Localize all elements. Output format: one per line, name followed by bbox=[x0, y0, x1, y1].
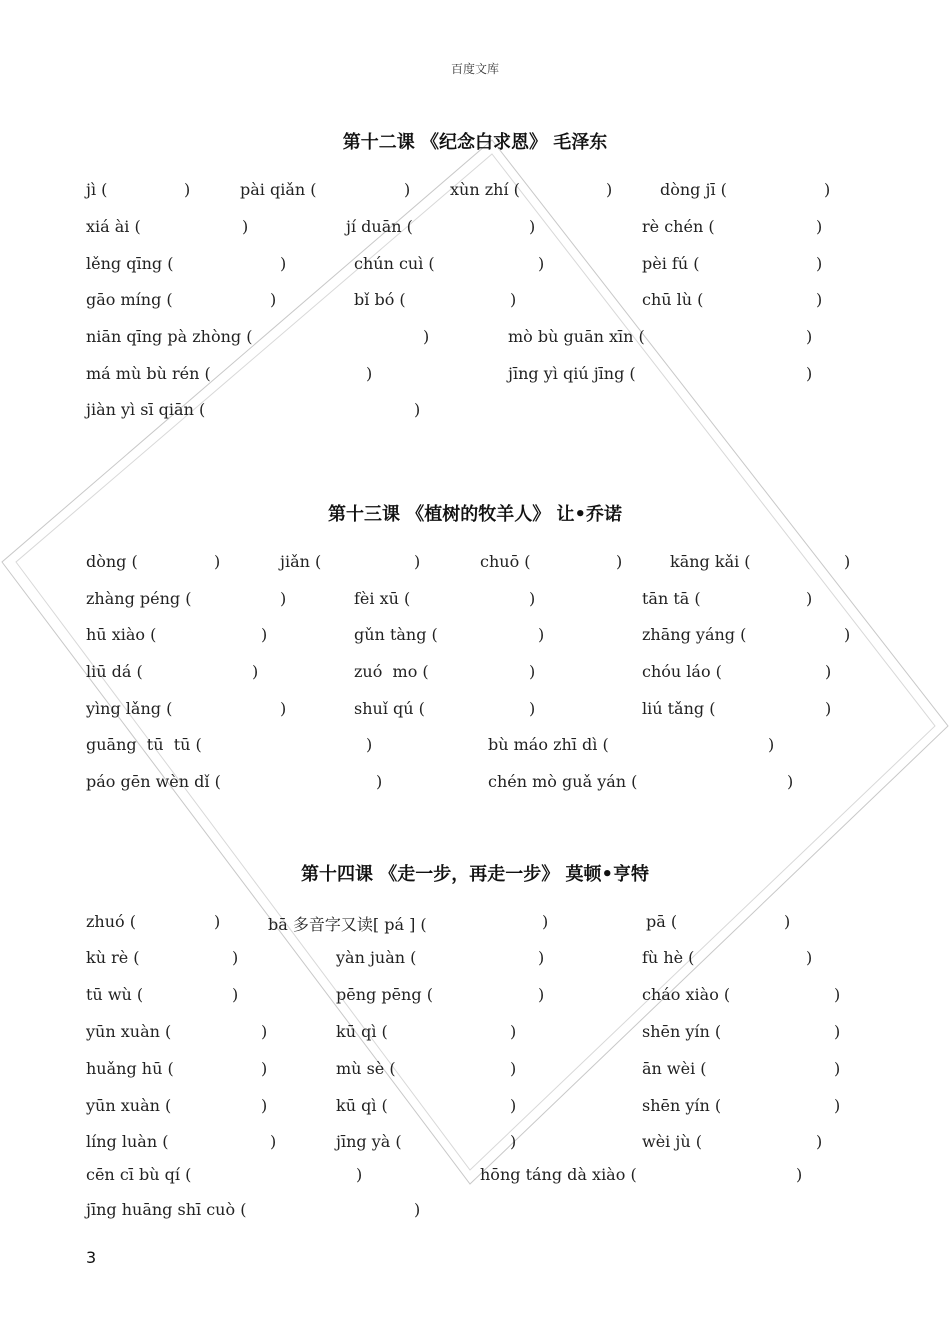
pinyin-item: lěng qīng ( bbox=[86, 254, 174, 273]
answer-bracket: ) bbox=[214, 552, 221, 571]
pinyin-item: gǔn tàng ( bbox=[354, 625, 438, 644]
answer-bracket: ) bbox=[824, 180, 831, 199]
pinyin-item: shuǐ qú ( bbox=[354, 699, 425, 718]
answer-bracket: ) bbox=[270, 1132, 277, 1151]
answer-bracket: ) bbox=[242, 217, 249, 236]
answer-bracket: ) bbox=[280, 589, 287, 608]
answer-bracket: ) bbox=[414, 1200, 421, 1219]
answer-bracket: ) bbox=[232, 985, 239, 1004]
pinyin-item: zhuó ( bbox=[86, 912, 136, 931]
answer-bracket: ) bbox=[261, 1059, 268, 1078]
answer-bracket: ) bbox=[529, 589, 536, 608]
pinyin-item: chún cuì ( bbox=[354, 254, 435, 273]
pinyin-item: guāng tū tū ( bbox=[86, 735, 202, 754]
answer-bracket: ) bbox=[261, 625, 268, 644]
answer-bracket: ) bbox=[510, 1096, 517, 1115]
answer-bracket: ) bbox=[806, 589, 813, 608]
pinyin-item: kù rè ( bbox=[86, 948, 140, 967]
answer-bracket: ) bbox=[280, 254, 287, 273]
pinyin-item: yūn xuàn ( bbox=[86, 1096, 172, 1115]
answer-bracket: ) bbox=[806, 327, 813, 346]
pinyin-item: niān qīng pà zhòng ( bbox=[86, 327, 253, 346]
answer-bracket: ) bbox=[252, 662, 259, 681]
answer-bracket: ) bbox=[529, 217, 536, 236]
answer-bracket: ) bbox=[414, 552, 421, 571]
answer-bracket: ) bbox=[816, 254, 823, 273]
answer-bracket: ) bbox=[423, 327, 430, 346]
pinyin-item: chóu láo ( bbox=[642, 662, 722, 681]
pinyin-item: bā 多音字又读[ pá ] ( bbox=[268, 915, 427, 934]
answer-bracket: ) bbox=[270, 290, 277, 309]
answer-bracket: ) bbox=[376, 772, 383, 791]
lesson-12-title: 第十二课 《纪念白求恩》 毛泽东 bbox=[342, 132, 608, 153]
pinyin-item: mù sè ( bbox=[336, 1059, 396, 1078]
answer-bracket: ) bbox=[510, 290, 517, 309]
answer-bracket: ) bbox=[825, 662, 832, 681]
pinyin-item: ān wèi ( bbox=[642, 1059, 707, 1078]
pinyin-item: gāo míng ( bbox=[86, 290, 173, 309]
answer-bracket: ) bbox=[261, 1022, 268, 1041]
pinyin-item: wèi jù ( bbox=[642, 1132, 702, 1151]
answer-bracket: ) bbox=[414, 400, 421, 419]
pinyin-item: zuó mo ( bbox=[354, 662, 429, 681]
pinyin-item: jí duān ( bbox=[346, 217, 413, 236]
page-number: 3 bbox=[86, 1248, 97, 1267]
answer-bracket: ) bbox=[844, 625, 851, 644]
pinyin-item: mò bù guān xīn ( bbox=[508, 327, 645, 346]
pinyin-item: yàn juàn ( bbox=[336, 948, 417, 967]
pinyin-item: tū wù ( bbox=[86, 985, 144, 1004]
pinyin-item: shēn yín ( bbox=[642, 1096, 722, 1115]
pinyin-item: jīng huāng shī cuò ( bbox=[86, 1200, 247, 1219]
pinyin-item: bù máo zhī dì ( bbox=[488, 735, 609, 754]
answer-bracket: ) bbox=[616, 552, 623, 571]
pinyin-item: dòng jī ( bbox=[660, 180, 727, 199]
pinyin-item: pài qiǎn ( bbox=[240, 180, 317, 199]
pinyin-item: chū lù ( bbox=[642, 290, 704, 309]
pinyin-item: cháo xiào ( bbox=[642, 985, 731, 1004]
answer-bracket: ) bbox=[538, 948, 545, 967]
answer-bracket: ) bbox=[529, 662, 536, 681]
pinyin-item: kū qì ( bbox=[336, 1022, 388, 1041]
answer-bracket: ) bbox=[834, 1059, 841, 1078]
pinyin-item: chén mò guǎ yán ( bbox=[488, 772, 638, 791]
pinyin-item: shēn yín ( bbox=[642, 1022, 722, 1041]
answer-bracket: ) bbox=[784, 912, 791, 931]
pinyin-item: líng luàn ( bbox=[86, 1132, 169, 1151]
answer-bracket: ) bbox=[542, 912, 549, 931]
answer-bracket: ) bbox=[356, 1165, 363, 1184]
answer-bracket: ) bbox=[538, 985, 545, 1004]
pinyin-item: jīng yì qiú jīng ( bbox=[508, 364, 636, 383]
pinyin-item: fèi xū ( bbox=[354, 589, 411, 608]
lesson-14-title: 第十四课 《走一步，再走一步》 莫顿•亨特 bbox=[300, 864, 650, 885]
answer-bracket: ) bbox=[232, 948, 239, 967]
answer-bracket: ) bbox=[261, 1096, 268, 1115]
pinyin-item: kāng kǎi ( bbox=[670, 552, 751, 571]
answer-bracket: ) bbox=[825, 699, 832, 718]
pinyin-item: jīng yà ( bbox=[336, 1132, 402, 1151]
pinyin-item: zhàng péng ( bbox=[86, 589, 192, 608]
answer-bracket: ) bbox=[844, 552, 851, 571]
pinyin-item: liú tǎng ( bbox=[642, 699, 716, 718]
answer-bracket: ) bbox=[606, 180, 613, 199]
pinyin-item: pēng pēng ( bbox=[336, 985, 433, 1004]
pinyin-item: liū dá ( bbox=[86, 662, 143, 681]
answer-bracket: ) bbox=[280, 699, 287, 718]
header-text: 百度文库 bbox=[450, 62, 499, 76]
answer-bracket: ) bbox=[816, 290, 823, 309]
pinyin-item: yūn xuàn ( bbox=[86, 1022, 172, 1041]
pinyin-item: tān tā ( bbox=[642, 589, 701, 608]
pinyin-item: cēn cī bù qí ( bbox=[86, 1165, 192, 1184]
answer-bracket: ) bbox=[510, 1022, 517, 1041]
pinyin-item: má mù bù rén ( bbox=[86, 364, 211, 383]
pinyin-item: jiǎn ( bbox=[280, 552, 322, 571]
pinyin-item: kū qì ( bbox=[336, 1096, 388, 1115]
answer-bracket: ) bbox=[806, 948, 813, 967]
pinyin-item: jì ( bbox=[86, 180, 108, 199]
answer-bracket: ) bbox=[214, 912, 221, 931]
pinyin-item: bǐ bó ( bbox=[354, 290, 406, 309]
answer-bracket: ) bbox=[510, 1132, 517, 1151]
answer-bracket: ) bbox=[510, 1059, 517, 1078]
answer-bracket: ) bbox=[538, 625, 545, 644]
pinyin-item: pèi fú ( bbox=[642, 254, 700, 273]
answer-bracket: ) bbox=[796, 1165, 803, 1184]
answer-bracket: ) bbox=[816, 1132, 823, 1151]
pinyin-item: jiàn yì sī qiān ( bbox=[86, 400, 206, 419]
answer-bracket: ) bbox=[768, 735, 775, 754]
answer-bracket: ) bbox=[529, 699, 536, 718]
answer-bracket: ) bbox=[787, 772, 794, 791]
answer-bracket: ) bbox=[538, 254, 545, 273]
answer-bracket: ) bbox=[366, 735, 373, 754]
pinyin-item: hōng táng dà xiào ( bbox=[480, 1165, 637, 1184]
pinyin-item: huǎng hū ( bbox=[86, 1059, 174, 1078]
pinyin-item: páo gēn wèn dǐ ( bbox=[86, 772, 221, 791]
pinyin-item: pā ( bbox=[646, 912, 678, 931]
answer-bracket: ) bbox=[806, 364, 813, 383]
pinyin-item: rè chén ( bbox=[642, 217, 715, 236]
pinyin-item: xùn zhí ( bbox=[450, 180, 520, 199]
pinyin-item: xiá ài ( bbox=[86, 217, 141, 236]
answer-bracket: ) bbox=[834, 985, 841, 1004]
answer-bracket: ) bbox=[404, 180, 411, 199]
answer-bracket: ) bbox=[366, 364, 373, 383]
answer-bracket: ) bbox=[834, 1022, 841, 1041]
answer-bracket: ) bbox=[834, 1096, 841, 1115]
pinyin-item: chuō ( bbox=[480, 552, 531, 571]
pinyin-item: fù hè ( bbox=[642, 948, 695, 967]
pinyin-item: zhāng yáng ( bbox=[642, 625, 747, 644]
answer-bracket: ) bbox=[184, 180, 191, 199]
answer-bracket: ) bbox=[816, 217, 823, 236]
lesson-13-title: 第十三课 《植树的牧羊人》 让•乔诺 bbox=[327, 504, 623, 525]
pinyin-item: hū xiào ( bbox=[86, 625, 157, 644]
pinyin-item: yìng lǎng ( bbox=[86, 699, 173, 718]
pinyin-item: dòng ( bbox=[86, 552, 138, 571]
